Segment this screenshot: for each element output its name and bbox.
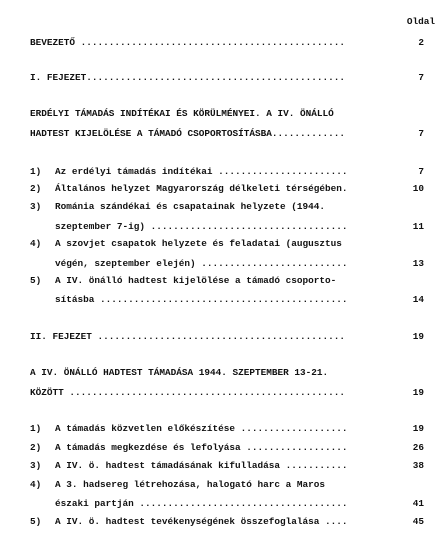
entry-title: A IV. ÖNÁLLÓ HADTEST TÁMADÁSA 1944. SZEPTEMBER 13-21. (30, 367, 329, 378)
entry-title: A 3. hadsereg létrehozása, halogató harc a Maros (55, 479, 326, 490)
toc-entry (0, 73, 444, 85)
toc-subentry (0, 202, 444, 214)
entry-number: 2) (30, 183, 42, 194)
entry-title: A IV. ö. hadtest támadásának kifulladása ........... (55, 460, 348, 471)
toc-subentry-continuation (0, 295, 444, 307)
toc-subentry-continuation (0, 259, 444, 271)
entry-number: 3) (30, 201, 42, 212)
entry-title: BEVEZETŐ ............................................... (30, 37, 346, 48)
entry-title: végén, szeptember elején) .......................... (55, 258, 348, 269)
toc-header (0, 17, 444, 29)
entry-title: ERDÉLYI TÁMADÁS INDÍTÉKAI ÉS KÖRÜLMÉNYEI. A IV. ÖNÁLLÓ (30, 108, 334, 119)
entry-title: I. FEJEZET.............................................. (30, 72, 346, 83)
entry-number: 5) (30, 275, 42, 286)
entry-page: 7 (418, 72, 424, 83)
entry-title: északi partján ..................................... (55, 498, 348, 509)
entry-number: 1) (30, 166, 42, 177)
toc-subentry-continuation (0, 222, 444, 234)
entry-title: A szovjet csapatok helyzete és feladatai (augusztus (55, 238, 342, 249)
entry-title: A IV. ö. hadtest tevékenységének összefoglalása .... (55, 516, 348, 527)
entry-page: 7 (418, 128, 424, 139)
entry-page: 45 (412, 516, 424, 527)
entry-title: Románia szándékai és csapatainak helyzete (1944. (55, 201, 326, 212)
toc-subentry (0, 443, 444, 455)
toc-entry (0, 109, 444, 121)
entry-page: 2 (418, 37, 424, 48)
toc-entry (0, 332, 444, 344)
toc-entry (0, 368, 444, 380)
entry-number: 2) (30, 442, 42, 453)
toc-subentry (0, 480, 444, 492)
entry-page: 10 (412, 183, 424, 194)
entry-page: 19 (412, 423, 424, 434)
entry-page: 19 (412, 331, 424, 342)
toc-entry-continuation (0, 388, 444, 400)
entry-title: A IV. önálló hadtest kijelölése a támadó csoporto- (55, 275, 337, 286)
entry-title: Az erdélyi támadás indítékai ....................... (55, 166, 348, 177)
toc-subentry (0, 424, 444, 436)
entry-title: sításba ............................................ (55, 294, 348, 305)
toc-subentry (0, 461, 444, 473)
entry-number: 3) (30, 460, 42, 471)
page-column-label: Oldal (406, 16, 435, 27)
entry-number: 4) (30, 479, 42, 490)
entry-page: 19 (412, 387, 424, 398)
entry-page: 41 (412, 498, 424, 509)
toc-subentry (0, 239, 444, 251)
entry-page: 11 (412, 221, 424, 232)
entry-number: 1) (30, 423, 42, 434)
entry-page: 26 (412, 442, 424, 453)
toc-subentry-continuation (0, 499, 444, 511)
entry-title: A támadás megkezdése és lefolyása .................. (55, 442, 348, 453)
toc-entry-continuation (0, 129, 444, 141)
entry-title: HADTEST KIJELÖLÉSE A TÁMADÓ CSOPORTOSÍTÁSBA............. (30, 128, 346, 139)
entry-title: II. FEJEZET ............................................ (30, 331, 346, 342)
toc-subentry (0, 517, 444, 529)
entry-title: szeptember 7-ig) ................................... (55, 221, 348, 232)
entry-page: 38 (412, 460, 424, 471)
toc-subentry (0, 276, 444, 288)
entry-number: 5) (30, 516, 42, 527)
toc-subentry (0, 184, 444, 196)
entry-page: 7 (418, 166, 424, 177)
entry-page: 14 (412, 294, 424, 305)
toc-subentry (0, 167, 444, 179)
toc-entry (0, 38, 444, 50)
entry-number: 4) (30, 238, 42, 249)
entry-title: KÖZÖTT ................................................. (30, 387, 346, 398)
entry-title: Általános helyzet Magyarország délkeleti térségében. (55, 183, 348, 194)
entry-title: A támadás közvetlen előkészítése ................... (55, 423, 348, 434)
entry-page: 13 (412, 258, 424, 269)
